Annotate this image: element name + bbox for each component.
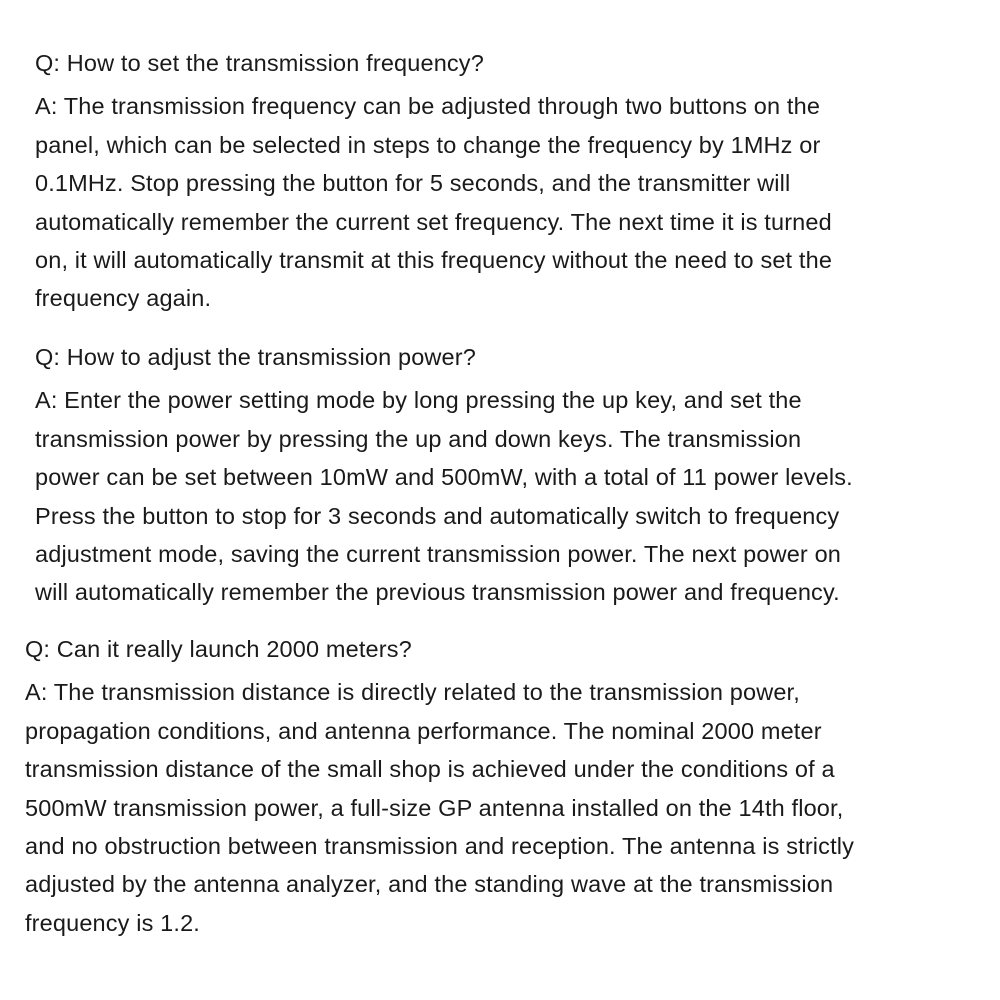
faq-question: Q: Can it really launch 2000 meters? — [25, 636, 412, 662]
faq-item-frequency — [35, 44, 985, 318]
faq-question: Q: How to set the transmission frequency? — [35, 50, 484, 76]
faq-item-range — [25, 630, 995, 942]
faq-answer: A: The transmission distance is directly related to the transmission power, propagation conditions, and antenna performance. The nominal 2000 meter transmission distance of the small shop is achieved under the conditions of a 500mW transmission power, a full-size GP antenna installed on the 14th floor, and no obstruction between transmission and reception. The antenna is strictly adjusted by the antenna analyzer, and the standing wave at the transmission frequency is 1.2. — [25, 679, 855, 936]
faq-answer: A: The transmission frequency can be adjusted through two buttons on the panel, which can be selected in steps to change the frequency by 1MHz or 0.1MHz. Stop pressing the button for 5 seconds, and the transmitter will automatically remember the current set frequency. The next time it is turned on, it will automatically transmit at this frequency without the need to set the frequency again. — [35, 93, 833, 312]
faq-item-power — [35, 338, 990, 612]
faq-question: Q: How to adjust the transmission power? — [35, 344, 476, 370]
faq-answer: A: Enter the power setting mode by long pressing the up key, and set the transmission power by pressing the up and down keys. The transmission power can be set between 10mW and 500mW, with a total of 11 power levels. Press the button to stop for 3 seconds and automatically switch to frequency adjustment mode, saving the current transmission power. The next power on will automatically remember the previous transmission power and frequency. — [35, 387, 853, 606]
